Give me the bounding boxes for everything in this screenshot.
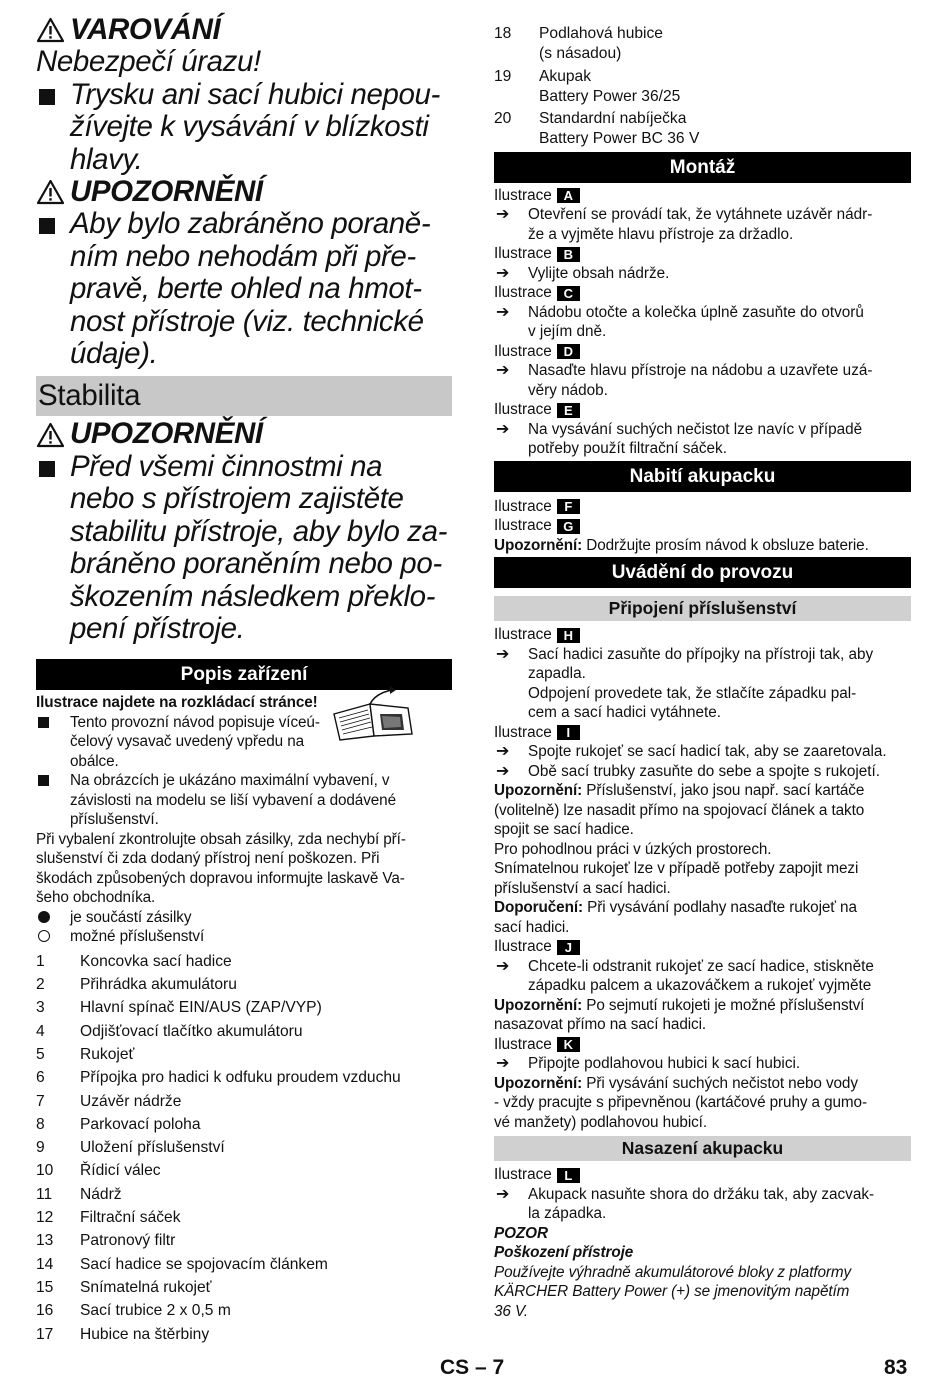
note-text: Dodržujte prosím návod k obsluze baterie.	[582, 536, 869, 554]
square-bullet-icon	[39, 461, 55, 477]
note-label: Upozornění:	[494, 536, 583, 554]
text-line: Snímatelnou rukojeť lze v případě potřeby zapojit mezi	[494, 860, 859, 878]
ill-label: Ilustrace	[494, 938, 552, 956]
nabiti-heading: Nabití akupacku	[494, 461, 911, 492]
step	[494, 957, 911, 996]
pozor-subtitle: Poškození přístroje	[494, 1244, 634, 1262]
text-line: sací hadici.	[494, 918, 570, 936]
caution-label: UPOZORNĚNÍ	[70, 175, 263, 209]
arrow-right-icon: ➔	[496, 362, 510, 380]
list-item	[36, 973, 452, 996]
illustration-d	[494, 342, 911, 362]
illustration-f	[494, 497, 911, 517]
warning-triangle-icon	[36, 422, 65, 448]
caution-heading	[36, 176, 452, 208]
ill-label: Ilustrace	[494, 245, 552, 263]
item-number: 19	[494, 67, 512, 85]
text-line: vé manžety) podlahovou hubicí.	[494, 1113, 707, 1131]
step	[494, 1185, 911, 1224]
provoz-note-3	[494, 1074, 911, 1133]
text-line: Spojte rukojeť se sací hadicí tak, aby se zaaretovala.	[528, 743, 887, 761]
item-number: 9	[36, 1139, 45, 1157]
text-line: Na vysávání suchých nečistot lze navíc v případě	[528, 420, 863, 438]
left-column	[36, 0, 452, 1346]
item-text: Battery Power BC 36 V	[539, 130, 700, 148]
footer-section-label: CS – 7	[440, 1356, 505, 1379]
item-text: Sací trubice 2 x 0,5 m	[80, 1302, 231, 1320]
text-line: Aby bylo zabráněno poraně-	[70, 207, 431, 241]
warning-triangle-icon	[36, 17, 65, 43]
pozor-label: POZOR	[494, 1224, 548, 1242]
list-item	[36, 1323, 452, 1346]
item-number: 12	[36, 1209, 54, 1227]
legend-text: možné příslušenství	[70, 928, 205, 946]
text-line: v jejím dně.	[528, 323, 607, 341]
illustration-i	[494, 723, 911, 743]
text-line: nost přístroje (viz. technické	[70, 304, 424, 338]
arrow-right-icon: ➔	[496, 1185, 510, 1203]
arrow-right-icon: ➔	[496, 420, 510, 438]
list-item	[36, 1276, 452, 1299]
text-line: Chcete-li odstranit rukojeť ze sací hadice, stiskněte	[528, 957, 874, 975]
item-number: 17	[36, 1325, 54, 1343]
text-line: západku palcem a ukazováčkem a rukojeť vyjměte	[528, 977, 872, 995]
text-line: Otevření se provádí tak, že vytáhnete uzávěr nádr-	[528, 206, 873, 224]
stabilita-caution-label: UPOZORNĚNÍ	[70, 417, 263, 451]
legend-text: je součástí zásilky	[70, 908, 192, 926]
illustration-j	[494, 937, 911, 957]
text-line: Akupack nasuňte shora do držáku tak, aby zacvak-	[528, 1185, 875, 1203]
list-item	[36, 950, 452, 973]
text-line: 36 V.	[494, 1302, 529, 1320]
parts-list-continued	[494, 24, 911, 150]
text-line: hlavy.	[70, 142, 143, 176]
item-number: 5	[36, 1046, 45, 1063]
list-item	[36, 1253, 452, 1276]
pripojeni-heading: Připojení příslušenství	[494, 596, 911, 621]
stabilita-block	[36, 418, 452, 645]
step	[494, 1054, 911, 1074]
text-line: ním nebo nehodám při pře-	[70, 239, 416, 273]
text-line: údaje).	[70, 337, 158, 371]
text-line: šeho obchodníka.	[36, 889, 156, 907]
square-bullet-icon	[38, 775, 49, 786]
text-line: Trysku ani sací hubici nepou-	[70, 77, 440, 111]
illustration-k	[494, 1035, 911, 1055]
text-line: Při vysávání podlahy nasaďte rukojeť na	[582, 899, 857, 917]
arrow-right-icon: ➔	[496, 957, 510, 975]
text-line: Připojte podlahovou hubici k sací hubici.	[528, 1055, 801, 1073]
text-line: Sací hadici zasuňte do přípojky na přístroji tak, aby	[528, 645, 874, 663]
open-book-icon	[330, 684, 416, 742]
ill-label: Ilustrace	[494, 342, 552, 360]
ill-badge: F	[557, 499, 580, 514]
arrow-right-icon: ➔	[496, 743, 510, 761]
popis-paragraph	[36, 830, 452, 908]
item-number: 11	[36, 1185, 53, 1203]
item-text: Nádrž	[80, 1185, 122, 1203]
step	[494, 762, 911, 782]
item-number: 3	[36, 999, 45, 1017]
provoz-note-2	[494, 996, 911, 1035]
item-text: Řídicí válec	[80, 1162, 161, 1180]
item-number: 4	[36, 1022, 45, 1040]
item-text: Filtrační sáček	[80, 1209, 181, 1227]
text-line: cem a sací hadici vytáhnete.	[528, 704, 722, 722]
montaz-heading: Montáž	[494, 152, 911, 183]
stabilita-caution-heading	[36, 418, 452, 450]
warning-item	[36, 79, 452, 176]
square-bullet-icon	[38, 717, 49, 728]
warning-label: VAROVÁNÍ	[70, 13, 221, 46]
item-text: Hlavní spínač EIN/AUS (ZAP/VYP)	[80, 999, 322, 1017]
ill-badge: K	[557, 1037, 580, 1052]
item-number: 14	[36, 1255, 54, 1273]
footer-page-number: 83	[884, 1356, 908, 1379]
ill-badge: L	[557, 1168, 580, 1183]
item-number: 15	[36, 1278, 54, 1296]
item-text: Uložení příslušenství	[80, 1139, 225, 1157]
illustration-g	[494, 516, 911, 536]
caution-item	[36, 208, 452, 370]
ill-badge: H	[557, 628, 580, 643]
item-text: Standardní nabíječka	[539, 110, 687, 128]
text-line: nebo s přístrojem zajistěte	[70, 482, 404, 516]
note-label: Upozornění:	[494, 1074, 583, 1092]
warning-triangle-icon	[36, 179, 65, 205]
text-line: Před všemi činnostmi na	[70, 449, 383, 483]
item-text: Akupak	[539, 67, 592, 85]
illustration-e	[494, 400, 911, 420]
list-item	[36, 1113, 452, 1136]
text-line: - vždy pracujte s připevněnou (kartáčové pruhy a gumo-	[494, 1094, 867, 1112]
provoz-para-1: Pro pohodlnou práci v úzkých prostorech.	[494, 840, 772, 858]
item-text: Přípojka pro hadici k odfuku proudem vzduchu	[80, 1069, 401, 1087]
item-text: Parkovací poloha	[80, 1115, 201, 1133]
list-item	[36, 1229, 452, 1252]
ill-badge: C	[557, 286, 580, 301]
provoz-heading: Uvádění do provozu	[494, 557, 911, 588]
item-number: 1	[36, 952, 45, 970]
note-label: Upozornění:	[494, 996, 583, 1014]
text-line: žívejte k vysávání v blízkosti	[70, 110, 429, 144]
list-item	[36, 1020, 452, 1043]
item-number: 8	[36, 1115, 45, 1133]
list-item	[36, 1299, 452, 1322]
step	[494, 742, 911, 762]
text-line: příslušenství a sací hadici.	[494, 879, 671, 897]
illustration-a	[494, 186, 911, 206]
popis-intro: Ilustrace najdete na rozkládací stránce!	[36, 694, 318, 712]
item-text: Podlahová hubice	[539, 25, 663, 42]
item-number: 16	[36, 1302, 54, 1320]
pozor-text	[494, 1263, 911, 1322]
text-line: Při vysávání suchých nečistot nebo vody	[582, 1074, 858, 1092]
step	[494, 205, 911, 244]
list-item	[494, 24, 911, 65]
list-item	[36, 1043, 452, 1066]
item-text: Hubice na štěrbiny	[80, 1325, 210, 1343]
ill-label: Ilustrace	[494, 497, 552, 515]
text-line: obálce.	[70, 752, 119, 770]
ill-badge: I	[557, 725, 580, 740]
text-line: věry nádob.	[528, 381, 608, 399]
text-line: slušenství či zda dodaný přístroj není poškozen. Při	[36, 850, 380, 868]
stabilita-heading: Stabilita	[36, 376, 452, 416]
text-line: pravě, berte ohled na hmot-	[70, 272, 422, 306]
ill-label: Ilustrace	[494, 284, 552, 302]
illustration-h	[494, 625, 911, 645]
step	[494, 264, 911, 284]
list-item	[36, 996, 452, 1019]
item-text: Uzávěr nádrže	[80, 1092, 182, 1110]
ill-badge: D	[557, 344, 580, 359]
popis-bullet-2	[36, 771, 452, 830]
item-text: Rukojeť	[80, 1046, 135, 1063]
text-line: škodách způsobených dopravou informujte laskavě Va-	[36, 869, 405, 887]
text-line: Používejte výhradně akumulátorové bloky z platformy	[494, 1263, 852, 1281]
step	[494, 303, 911, 342]
text-line: Příslušenství, jako jsou např. sací kartáče	[582, 782, 865, 800]
list-item	[36, 1066, 452, 1089]
text-line: Po sejmutí rukojeti je možné příslušenství	[582, 996, 865, 1014]
text-line: Vylijte obsah nádrže.	[528, 264, 670, 282]
text-line: čelový vysavač uvedený vpředu na	[70, 733, 305, 751]
text-line: příslušenství.	[70, 811, 159, 829]
square-bullet-icon	[39, 89, 55, 105]
text-line: Tento provozní návod popisuje víceú-	[70, 713, 320, 731]
provoz-recommendation	[494, 898, 911, 937]
text-line: la západka.	[528, 1205, 607, 1223]
legend-empty	[36, 927, 452, 947]
parts-list	[36, 950, 452, 1346]
item-number: 2	[36, 976, 45, 994]
text-line: nasazovat přímo na sací hadici.	[494, 1016, 707, 1034]
item-number: 20	[494, 110, 512, 128]
ill-badge: A	[557, 188, 580, 203]
list-item	[36, 1090, 452, 1113]
provoz-para-2	[494, 859, 911, 898]
filled-circle-icon	[38, 911, 50, 923]
item-text: Battery Power 36/25	[539, 87, 681, 105]
popis-heading: Popis zařízení	[36, 659, 452, 690]
item-number: 18	[494, 25, 512, 42]
item-number: 6	[36, 1069, 45, 1087]
list-item	[494, 67, 911, 108]
warning-heading	[36, 14, 452, 46]
item-number: 7	[36, 1092, 45, 1110]
item-text: Odjišťovací tlačítko akumulátoru	[80, 1022, 303, 1040]
item-text: (s násadou)	[539, 45, 622, 63]
text-line: Při vybalení zkontrolujte obsah zásilky, zda nechybí pří-	[36, 830, 406, 848]
ill-badge: B	[557, 247, 580, 262]
nasazeni-heading: Nasazení akupacku	[494, 1136, 911, 1161]
step	[494, 420, 911, 459]
step	[494, 645, 911, 723]
item-text: Sací hadice se spojovacím článkem	[80, 1255, 328, 1273]
item-text: Koncovka sací hadice	[80, 952, 232, 970]
ill-badge: G	[557, 519, 580, 534]
ill-label: Ilustrace	[494, 626, 552, 644]
text-line: závislosti na modelu se liší vybavení a dodávené	[70, 791, 396, 809]
illustration-l	[494, 1165, 911, 1185]
list-item	[36, 1159, 452, 1182]
warning-line: Nebezpečí úrazu!	[36, 45, 261, 79]
arrow-right-icon: ➔	[496, 206, 510, 224]
text-line: spojit se sací hadice.	[494, 821, 634, 839]
note-label: Upozornění:	[494, 782, 583, 800]
arrow-right-icon: ➔	[496, 762, 510, 780]
text-line: KÄRCHER Battery Power (+) se jmenovitým napětím	[494, 1283, 850, 1301]
item-number: 13	[36, 1232, 54, 1250]
warning-block	[36, 14, 452, 370]
ill-label: Ilustrace	[494, 186, 552, 204]
ill-label: Ilustrace	[494, 723, 552, 741]
stabilita-item	[36, 451, 452, 645]
list-item	[36, 1206, 452, 1229]
item-text: Patronový filtr	[80, 1232, 176, 1250]
text-line: pení přístroje.	[70, 611, 245, 645]
ill-label: Ilustrace	[494, 1166, 552, 1184]
text-line: potřeby použít filtrační sáček.	[528, 440, 727, 458]
ill-label: Ilustrace	[494, 401, 552, 419]
text-line: bráněno poraněním nebo po-	[70, 547, 442, 581]
text-line: Nádobu otočte a kolečka úplně zasuňte do otvorů	[528, 303, 864, 321]
square-bullet-icon	[39, 218, 55, 234]
text-line: zapadla.	[528, 665, 586, 683]
text-line: stabilitu přístroje, aby bylo za-	[70, 514, 448, 548]
item-text: Přihrádka akumulátoru	[80, 976, 237, 994]
text-line: Na obrázcích je ukázáno maximální vybavení, v	[70, 772, 390, 790]
ill-badge: E	[557, 403, 580, 418]
note-label: Doporučení:	[494, 899, 583, 917]
text-line: že a vyjměte hlavu přístroje za držadlo.	[528, 225, 794, 243]
list-item	[36, 1183, 452, 1206]
ill-label: Ilustrace	[494, 1035, 552, 1053]
arrow-right-icon: ➔	[496, 303, 510, 321]
arrow-right-icon: ➔	[496, 1055, 510, 1073]
illustration-c	[494, 283, 911, 303]
text-line: škozením následkem překlo-	[70, 579, 436, 613]
ill-badge: J	[557, 940, 580, 955]
right-column	[494, 0, 911, 1321]
arrow-right-icon: ➔	[496, 645, 510, 663]
provoz-note-1	[494, 781, 911, 840]
text-line: Nasaďte hlavu přístroje na nádobu a uzavřete uzá-	[528, 362, 873, 380]
text-line: Odpojení provedete tak, že stlačíte západku pal-	[528, 684, 857, 702]
illustration-b	[494, 244, 911, 264]
empty-circle-icon	[38, 930, 50, 942]
text-line: (volitelně) lze nasadit přímo na spojovací článek a takto	[494, 801, 865, 819]
item-number: 10	[36, 1162, 54, 1180]
nabiti-note	[494, 536, 911, 556]
text-line: Obě sací trubky zasuňte do sebe a spojte s rukojetí.	[528, 762, 881, 780]
legend-full	[36, 908, 452, 928]
step	[494, 361, 911, 400]
list-item	[494, 109, 911, 150]
list-item	[36, 1136, 452, 1159]
item-text: Snímatelná rukojeť	[80, 1278, 212, 1296]
arrow-right-icon: ➔	[496, 264, 510, 282]
ill-label: Ilustrace	[494, 517, 552, 535]
